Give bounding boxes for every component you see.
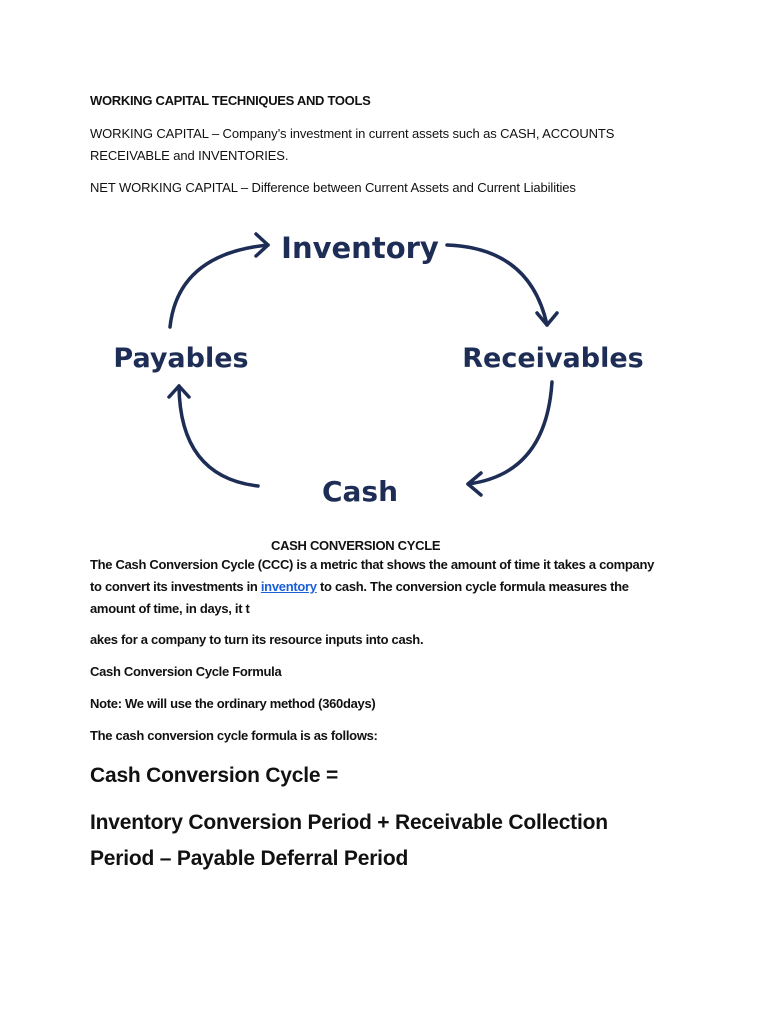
diagram-caption: CASH CONVERSION CYCLE — [271, 538, 441, 553]
inventory-link[interactable]: inventory — [260, 579, 317, 594]
arrow-inventory-to-receivables — [447, 245, 557, 325]
formula-heading: Cash Conversion Cycle Formula — [90, 664, 282, 679]
formula-line3: Period – Payable Deferral Period — [90, 847, 409, 870]
formula-line2: Inventory Conversion Period + Receivable Collection — [90, 811, 608, 834]
ccc-paragraph-line2-start: to convert its investments in — [90, 579, 261, 594]
formula-intro: The cash conversion cycle formula is as follows: — [90, 728, 378, 743]
method-note: Note: We will use the ordinary method (360days) — [90, 696, 376, 711]
diagram-label-inventory: Inventory — [281, 231, 439, 265]
ccc-paragraph-line2 — [90, 579, 629, 594]
arrow-cash-to-payables — [169, 386, 258, 486]
working-capital-definition-line1: WORKING CAPITAL – Company’s investment in current assets such as CASH, ACCOUNTS — [90, 126, 615, 141]
ccc-paragraph-line3: amount of time, in days, it t — [90, 601, 250, 616]
ccc-paragraph-line2-end: to cash. The conversion cycle formula measures the — [316, 579, 629, 594]
ccc-paragraph2: akes for a company to turn its resource inputs into cash. — [90, 632, 424, 647]
diagram-label-payables: Payables — [113, 343, 249, 374]
working-capital-definition-line2: RECEIVABLE and INVENTORIES. — [90, 148, 289, 163]
cash-cycle-diagram — [100, 222, 660, 512]
page-heading: WORKING CAPITAL TECHNIQUES AND TOOLS — [90, 93, 371, 108]
arrow-payables-to-inventory — [170, 234, 268, 327]
ccc-paragraph-line1: The Cash Conversion Cycle (CCC) is a metric that shows the amount of time it takes a company — [90, 557, 655, 572]
formula-line1: Cash Conversion Cycle = — [90, 764, 339, 787]
arrow-receivables-to-cash — [468, 382, 552, 495]
net-working-capital-definition: NET WORKING CAPITAL – Difference between Current Assets and Current Liabilities — [90, 180, 576, 195]
diagram-label-receivables: Receivables — [462, 343, 644, 374]
diagram-label-cash: Cash — [321, 475, 399, 508]
